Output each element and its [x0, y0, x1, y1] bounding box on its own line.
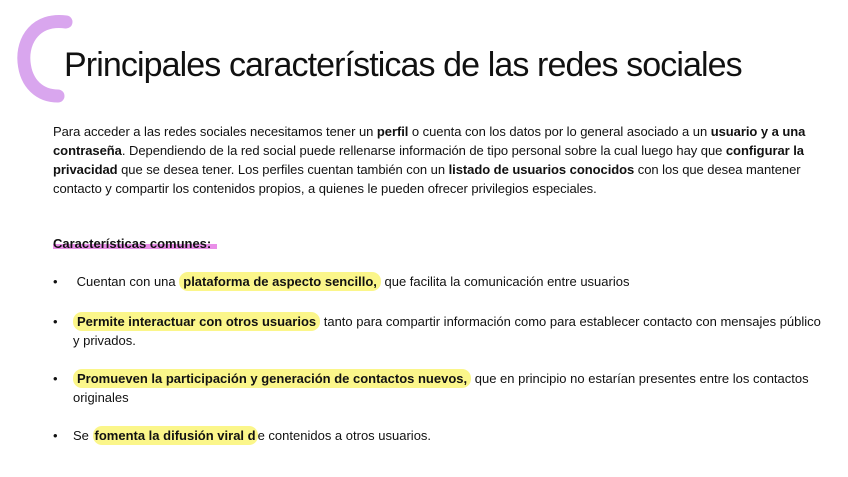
bullet-pre: Se [73, 428, 93, 443]
bullet-text [73, 312, 823, 350]
bullet-dot: • [53, 274, 58, 289]
bullet-post: e contenidos a otros usuarios. [257, 428, 432, 443]
bullet-highlight: Permite interactuar con otros usuarios [73, 312, 320, 331]
intro-paragraph [53, 122, 813, 198]
bullet-dot: • [53, 428, 58, 443]
intro-bold-run: usuario y a una contraseña [53, 124, 806, 158]
bullet-highlight: fomenta la difusión viral d [94, 428, 256, 443]
intro-bold-run: perfil [376, 124, 409, 139]
bullet-pre: Cuentan con una [73, 274, 180, 289]
intro-bold-run: configurar la privacidad [53, 143, 804, 177]
intro-text-run: que se desea tener. Los perfiles cuentan también con un [117, 162, 449, 177]
bullet-post: que en principio no estarían presentes entre los contactos originales [73, 371, 809, 405]
bullet-highlight: Promueven la participación y generación de contactos nuevos, [73, 369, 471, 388]
intro-bold-run: listado de usuarios conocidos [448, 162, 635, 177]
bullet-text [73, 272, 823, 291]
intro-text-run: . Dependiendo de la red social puede rellenarse información de tipo personal sobre la cual luego hay que [121, 143, 726, 158]
bullet-dot: • [53, 371, 58, 386]
intro-text-run: Para acceder a las redes sociales necesitamos tener un [53, 124, 377, 139]
bullet-dot: • [53, 314, 58, 329]
intro-text-run: con los que desea mantener contacto y compartir los contenidos propios, a quienes le pueden ofrecer privilegios especiales. [53, 162, 801, 196]
bullet-text [73, 369, 823, 407]
page-title: Principales características de las redes sociales [64, 46, 742, 84]
bullet-text [73, 426, 823, 445]
bullet-post: tanto para compartir información como para establecer contacto con mensajes público y privados. [73, 314, 821, 348]
bullet-highlight: plataforma de aspecto sencillo, [179, 272, 381, 291]
bullet-post: que facilita la comunicación entre usuarios [380, 274, 630, 289]
section-subheading: Características comunes: [53, 236, 217, 251]
intro-text-run: o cuenta con los datos por lo general asociado a un [408, 124, 711, 139]
